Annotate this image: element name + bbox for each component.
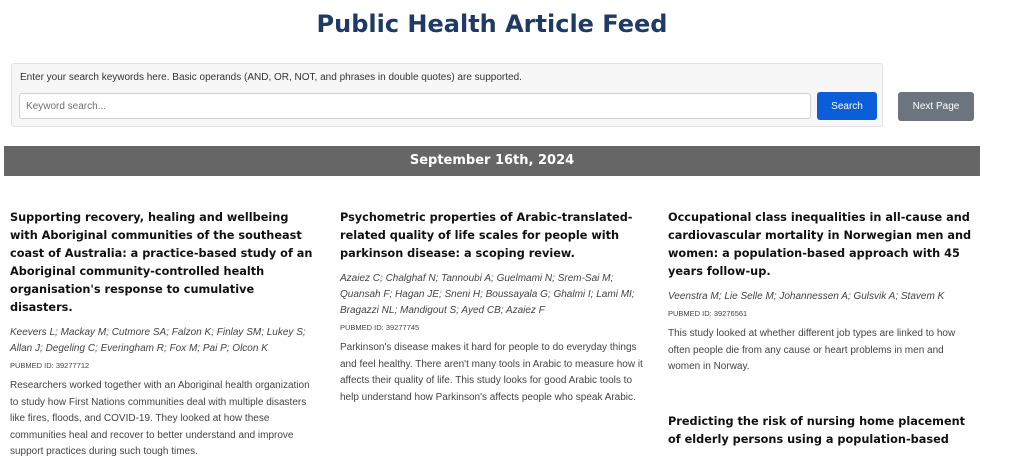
article-pmid: PUBMED ID: 39277712 — [10, 361, 90, 370]
article-title-link[interactable]: Occupational class inequalities in all-cause and cardiovascular mortality in Norwegian men and women: a population-based approach with 45 years follow-up. — [668, 211, 972, 278]
article-card — [340, 209, 650, 406]
article-authors: Veenstra M; Lie Selle M; Johannessen A; Gulsvik A; Stavem K — [668, 291, 945, 302]
article-pmid: PUBMED ID: 39276561 — [668, 309, 748, 318]
article-authors: Keevers L; Mackay M; Cutmore SA; Falzon K; Finlay SM; Lukey S; Allan J; Degeling C; Everingham R; Fox M; Pai P; Olcon K — [10, 327, 306, 354]
page-title: Public Health Article Feed — [316, 10, 668, 38]
search-button[interactable]: Search — [817, 92, 877, 120]
article-card — [668, 413, 978, 449]
article-summary: This study looked at whether different job types are linked to how often people die from any cause or heart problems in men and women in Norway. — [668, 328, 956, 372]
search-hint: Enter your search keywords here. Basic operands (AND, OR, NOT, and phrases in double quotes) are supported. — [20, 72, 522, 83]
date-header: September 16th, 2024 — [4, 146, 980, 176]
search-panel — [11, 63, 883, 127]
article-authors: Azaiez C; Chalghaf N; Tannoubi A; Guelmami N; Srem-Sai M; Quansah F; Hagan JE; Sneni H; Boussayala G; Ghalmi I; Lami MI; Bragazzi NL; Mandigout S; Ayed CB; Azaiez F — [340, 273, 635, 316]
article-title-link[interactable]: Predicting the risk of nursing home placement of elderly persons using a population-based — [668, 415, 966, 446]
article-card — [10, 209, 320, 461]
next-page-button[interactable]: Next Page — [898, 92, 974, 121]
search-input[interactable] — [19, 93, 811, 119]
article-title-link[interactable]: Psychometric properties of Arabic-translated-related quality of life scales for people with parkinson disease: a scoping review. — [340, 211, 633, 260]
article-summary: Researchers worked together with an Aboriginal health organization to study how First Nations communities deal with multiple disasters like fires, floods, and COVID-19. They looked at how these communities heal and recover to better understand and improve support practices during such tough times. — [10, 380, 310, 457]
article-pmid: PUBMED ID: 39277745 — [340, 323, 420, 332]
article-title-link[interactable]: Supporting recovery, healing and wellbeing with Aboriginal communities of the southeast coast of Australia: a practice-based study of an Aboriginal community-controlled health organisation's response to cumulative disasters. — [10, 211, 313, 314]
article-summary: Parkinson's disease makes it hard for people to do everyday things and feel healthy. There aren't many tools in Arabic to measure how it affects their quality of life. This study looks for good Arabic tools to help understand how Parkinson's affects people who speak Arabic. — [340, 342, 643, 403]
article-card — [668, 209, 978, 376]
